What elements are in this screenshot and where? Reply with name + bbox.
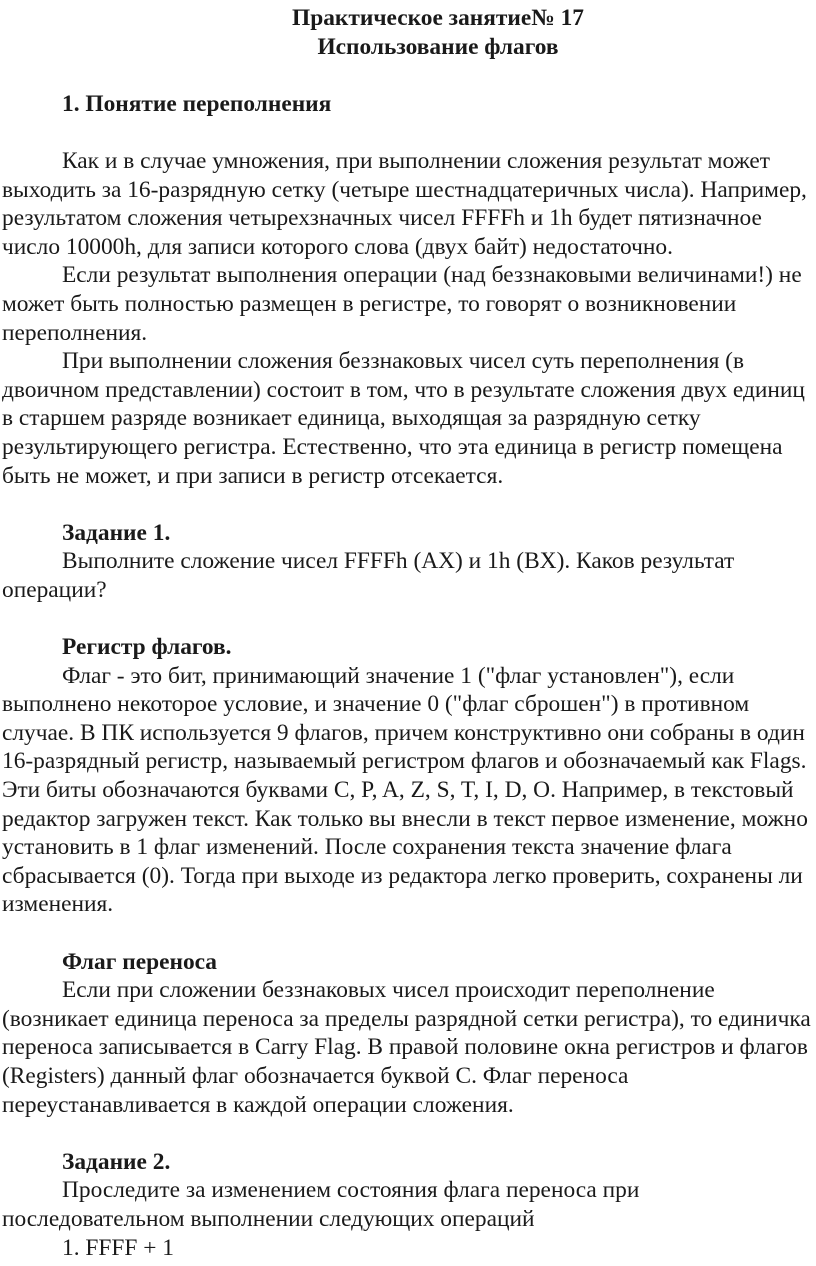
spacer bbox=[2, 61, 814, 90]
section1-paragraph: Если результат выполнения операции (над беззнаковыми величинами!) не может быть полностью размещен в регистре, то говорят о возникновении переполнения. bbox=[2, 262, 802, 346]
carry-flag-text: Если при сложении беззнаковых чисел происходит переполнение (возникает единица переноса за пределы разрядной сетки регистра), то единичка переноса записывается в Carry Flag. В правой половине окна регистров и флагов (Registers) данный флаг обозначается буквой C. Флаг переноса переустанавливается в каждой операции сложения. bbox=[2, 977, 811, 1118]
section1-heading: 1. Понятие переполнения bbox=[62, 90, 332, 117]
document-title-line1: Практическое занятие№ 17 bbox=[292, 5, 584, 31]
flags-register-heading: Регистр флагов. bbox=[62, 634, 232, 661]
task1-text: Выполните сложение чисел FFFFh (AX) и 1h (BX). Каков результат операции? bbox=[2, 548, 735, 603]
document-page bbox=[2, 4, 814, 1262]
task2-text: Проследите за изменением состояния флага переноса при последовательном выполнении следующих операций bbox=[2, 1177, 640, 1232]
spacer bbox=[2, 604, 814, 633]
spacer bbox=[2, 118, 814, 147]
document-title-line2: Использование флагов bbox=[317, 33, 559, 60]
spacer bbox=[2, 490, 814, 519]
section1-paragraph: Как и в случае умножения, при выполнении сложения результат может выходить за 16-разрядную сетку (четыре шестнадцатеричных числа). Например, результатом сложения четырехзначных чисел FFFFh и 1h будет пятизначное число 10000h, для записи которого слова (двух байт) недостаточно. bbox=[2, 147, 807, 260]
flags-register-text: Флаг - это бит, принимающий значение 1 ("флаг установлен"), если выполнено некоторое условие, и значение 0 ("флаг сброшен") в противном случае. В ПК используется 9 флагов, причем конструктивно они собраны в один 16-разрядный регистр, называемый регистром флагов и обозначаемый как Flags. Эти биты обозначаются буквами C, P, A, Z, S, T, I, D, O. Например, в текстовый редактор загружен текст. Как только вы внесли в текст первое изменение, можно установить в 1 флаг изменений. После сохранения текста значение флага сбрасывается (0). Тогда при выходе из редактора легко проверить, сохранены ли изменения. bbox=[2, 662, 808, 918]
carry-flag-heading: Флаг переноса bbox=[62, 948, 217, 975]
spacer bbox=[2, 919, 814, 948]
task2-list-item: 1. FFFF + 1 bbox=[62, 1234, 175, 1261]
task2-heading: Задание 2. bbox=[62, 1148, 171, 1175]
section1-paragraph: При выполнении сложения беззнаковых чисел суть переполнения (в двоичном представлении) состоит в том, что в результате сложения двух единиц в старшем разряде возникает единица, выходящая за разрядную сетку результирующего регистра. Естественно, что эта единица в регистр помещена быть не может, и при записи в регистр отсекается. bbox=[2, 348, 805, 489]
spacer bbox=[2, 1119, 814, 1148]
task1-heading: Задание 1. bbox=[62, 519, 171, 546]
